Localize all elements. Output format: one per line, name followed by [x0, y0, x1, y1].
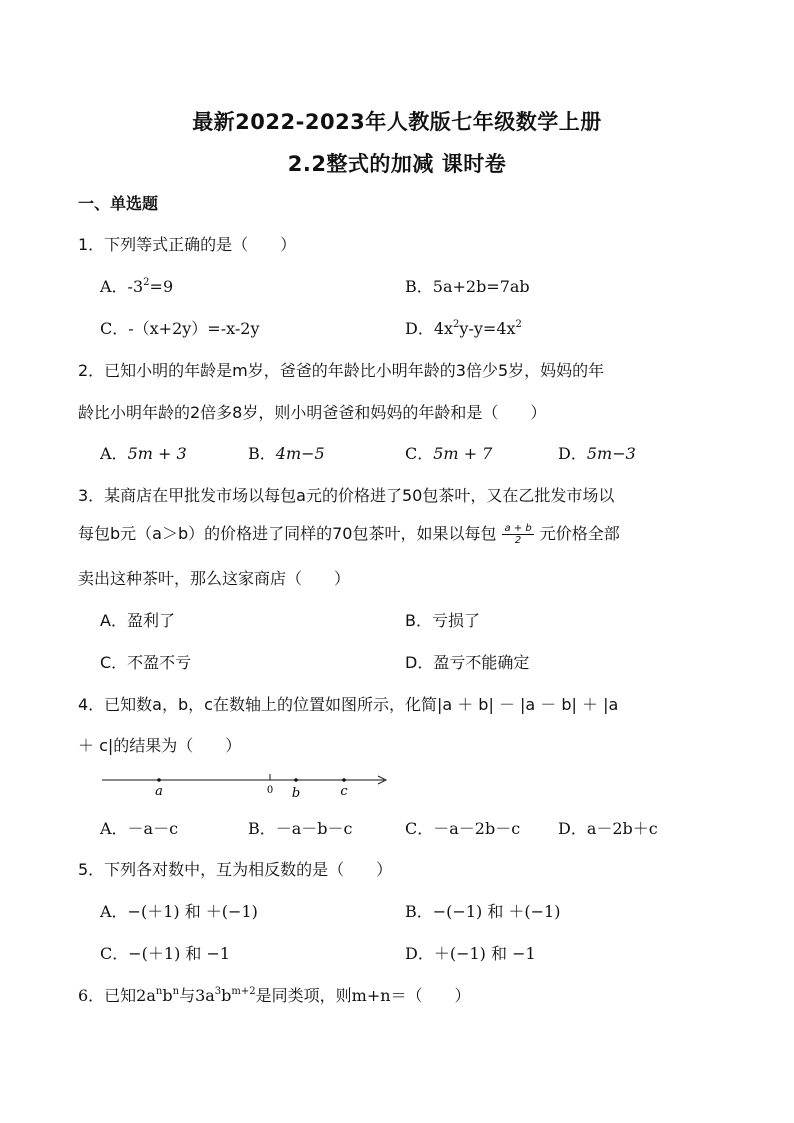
- point-c: [342, 778, 346, 782]
- question-2-option-c: C．5m + 7: [405, 444, 493, 463]
- question-2-option-a: A．5m + 3: [100, 444, 187, 463]
- section-heading: 一、单选题: [78, 194, 159, 213]
- page-title: 最新2022-2023年人教版七年级数学上册: [192, 110, 602, 134]
- number-line-diagram: [98, 768, 398, 802]
- question-2-option-b: B．4m−5: [248, 444, 325, 463]
- page-subtitle: 2.2整式的加减 课时卷: [287, 152, 507, 176]
- question-3-stem-line2: 每包b元（a＞b）的价格进了同样的70包茶叶，如果以每包 $\frac{a + b}{2}$ 元价格全部: [78, 523, 620, 546]
- question-5-stem: 5．下列各对数中，互为相反数的是（ ）: [78, 860, 393, 879]
- question-4-option-d: D．a－2b＋c: [558, 819, 658, 838]
- question-3-option-c: C．不盈不亏: [100, 653, 192, 672]
- label-a: a: [155, 784, 163, 799]
- question-3-stem-line3: 卖出这种茶叶，那么这家商店（ ）: [78, 569, 351, 588]
- question-4-stem-line2: ＋ c|的结果为（ ）: [78, 736, 242, 755]
- label-b: b: [291, 786, 301, 801]
- question-4-option-b: B．－a－b－c: [248, 819, 353, 838]
- point-b: [294, 778, 298, 782]
- question-1-option-b: B．5a+2b=7ab: [405, 277, 530, 296]
- question-4-stem-line1: 4．已知数a，b，c在数轴上的位置如图所示，化简|a ＋ b| － |a － b| ＋ |a: [78, 695, 619, 714]
- question-1-option-d: D．$4x^2y-y=4x^2$: [405, 319, 522, 338]
- question-2-option-d: D．5m−3: [558, 444, 636, 463]
- question-4-option-a: A．－a－c: [100, 819, 179, 838]
- question-1-stem: 1．下列等式正确的是（ ）: [78, 235, 297, 254]
- point-a: [157, 778, 161, 782]
- label-zero: 0: [266, 785, 274, 796]
- question-2-stem-line2: 龄比小明年龄的2倍多8岁，则小明爸爸和妈妈的年龄和是（ ）: [78, 403, 547, 422]
- question-6-stem: 6．已知$2a^nb^n$与$3a^3b^{m+2}$是同类项，则m+n＝（ ）: [78, 986, 471, 1005]
- question-3-stem-line1: 3．某商店在甲批发市场以每包a元的价格进了50包茶叶，又在乙批发市场以: [78, 486, 615, 505]
- fraction-a-plus-b-over-2: $\frac{a + b}{2}$: [504, 523, 532, 546]
- question-3-option-b: B．亏损了: [405, 611, 480, 630]
- question-5-option-c: C．−(＋1) 和 −1: [100, 944, 231, 963]
- label-c: c: [340, 784, 348, 799]
- question-2-stem-line1: 2．已知小明的年龄是m岁，爸爸的年龄比小明年龄的3倍少5岁，妈妈的年: [78, 361, 605, 380]
- question-3-option-d: D．盈亏不能确定: [405, 653, 530, 672]
- question-5-option-a: A．−(＋1) 和 ＋(−1): [100, 902, 258, 921]
- question-1-option-a: A．$-3^2=9$: [100, 277, 174, 296]
- question-3-option-a: A．盈利了: [100, 611, 175, 630]
- question-4-option-c: C．－a－2b－c: [405, 819, 521, 838]
- question-5-option-d: D．＋(−1) 和 −1: [405, 944, 536, 963]
- question-5-option-b: B．−(−1) 和 ＋(−1): [405, 902, 561, 921]
- question-1-option-c: C．-（x+2y）=-x-2y: [100, 319, 260, 338]
